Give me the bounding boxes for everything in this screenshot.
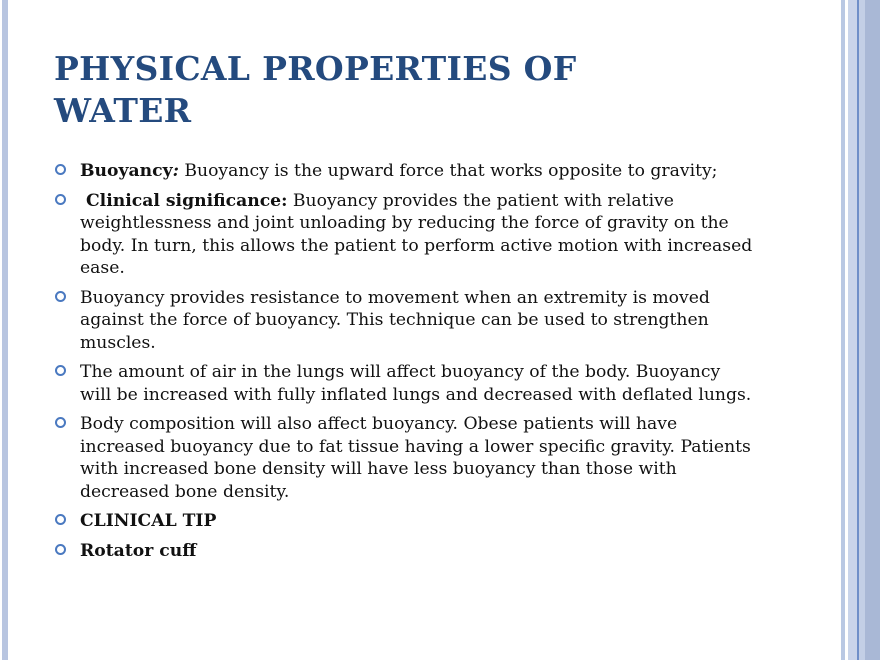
circle-bullet-icon	[55, 194, 66, 205]
bullet-item	[54, 190, 754, 280]
circle-bullet-icon	[55, 291, 66, 302]
circle-bullet-icon	[55, 417, 66, 428]
bullet-item	[54, 540, 754, 563]
bold-suffix: :	[172, 161, 179, 181]
bullet-item	[54, 413, 754, 503]
right-border-stripe	[841, 0, 845, 660]
right-border-stripe	[865, 0, 880, 660]
bold-term: Clinical significance:	[80, 190, 288, 211]
circle-bullet-icon	[55, 365, 66, 376]
bullet-text: Body composition will also affect buoyancy. Obese patients will have increased buoyancy due to fat tissue having a lower specific gravity. Patients with increased bone density will have less buoyancy than those with decreased bone density.	[80, 414, 751, 502]
bullet-text: Buoyancy provides the patient with relative weightlessness and joint unloading by reducing the force of gravity on the body. In turn, this allows the patient to perform active motion with increased ease.	[80, 190, 753, 278]
bold-term: Rotator cuff	[80, 540, 197, 561]
bold-term: CLINICAL TIP	[80, 511, 217, 531]
circle-bullet-icon	[55, 514, 66, 525]
bold-term: Buoyancy	[80, 161, 173, 181]
bullet-text: Buoyancy is the upward force that works opposite to gravity;	[178, 161, 718, 181]
bullet-item	[54, 510, 754, 533]
bullet-item	[54, 160, 754, 183]
bullet-text: Buoyancy provides resistance to movement when an extremity is moved against the force of buoyancy. This technique can be used to strengthen muscles.	[80, 287, 710, 353]
slide-title: PHYSICAL PROPERTIES OF WATER	[54, 49, 577, 130]
bullet-item	[54, 361, 754, 406]
bullet-text: The amount of air in the lungs will affect buoyancy of the body. Buoyancy will be increased with fully inflated lungs and decreased with deflated lungs.	[80, 362, 752, 405]
circle-bullet-icon	[55, 164, 66, 175]
bullet-item	[54, 287, 754, 355]
right-border-stripe	[848, 0, 857, 660]
left-border-stripe	[2, 0, 8, 660]
bullet-list	[54, 160, 754, 569]
circle-bullet-icon	[55, 544, 66, 555]
